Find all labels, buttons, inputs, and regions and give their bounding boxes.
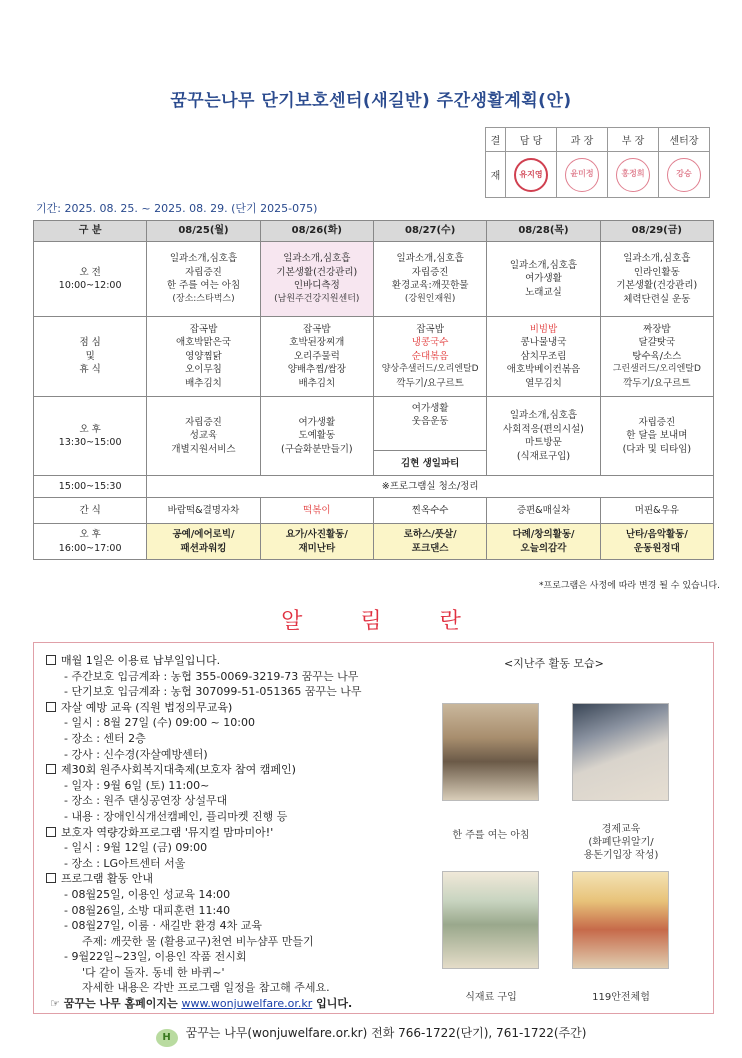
- checkbox-icon: [46, 702, 56, 712]
- cell-lunch-wed: 잡곡밥 냉콩국수 순대볶음 양상추샐러드/오리엔탈D 깍두기/요구르트: [373, 317, 486, 397]
- seal-stamp-icon: 홍정희: [616, 158, 650, 192]
- footer: [0, 1024, 742, 1047]
- row-label: 점 심 및 휴 식: [34, 317, 147, 397]
- seal-stamp-icon: 강승: [667, 158, 701, 192]
- activity-photo: [572, 703, 669, 801]
- cell-evening: 로하스/풋살/ 포크댄스: [373, 524, 486, 560]
- notice-box: [33, 642, 714, 1014]
- notice-sub: - 단기보호 입금계좌 : 농협 307099-51-051365 꿈꾸는 나무: [64, 685, 362, 699]
- cell-pm-fri: 자립증진 한 달을 보내며 (다과 및 티타임): [600, 397, 713, 476]
- checkbox-icon: [46, 764, 56, 774]
- cell-pm-tue: 여가생활 도예활동 (구슬화분만들기): [260, 397, 373, 476]
- header-cell: 08/27(수): [373, 221, 486, 242]
- change-note: *프로그램은 사정에 따라 변경 될 수 있습니다.: [538, 581, 720, 591]
- footer-text: 꿈꾸는 나무(wonjuwelfare.or.kr) 전화 766-1722(단기), 761-1722(주간): [185, 1026, 587, 1040]
- cell-evening: 난타/음악활동/ 운동원정대: [600, 524, 713, 560]
- notice-sub: - 강사 : 신수경(자살예방센터): [64, 747, 208, 761]
- table-row-snack: [34, 498, 714, 524]
- notice-item: 프로그램 활동 안내: [46, 871, 446, 887]
- approval-box: [485, 127, 710, 198]
- period-text: 기간: 2025. 08. 25. ~ 2025. 08. 29. (단기 2025-075): [36, 202, 318, 215]
- cell-snack: 바람떡&결명자차: [147, 498, 260, 524]
- logo-icon: H: [156, 1029, 178, 1047]
- row-label: 오 후 16:00~17:00: [34, 524, 147, 560]
- table-row-evening: [34, 524, 714, 560]
- row-label: 오 전 10:00~12:00: [34, 242, 147, 317]
- cell-clean: ※프로그램실 청소/정리: [147, 476, 714, 498]
- notice-sub: - 9월22일~23일, 이용인 작품 전시회: [64, 950, 247, 964]
- notice-item: 보호자 역량강화프로그램 '뮤지컬 맘마미아!': [46, 825, 446, 841]
- approval-header: 센터장: [659, 128, 710, 152]
- notice-sub: 자세한 내용은 각반 프로그램 일정을 참고해 주세요.: [82, 981, 330, 995]
- notice-sub: - 일자 : 9월 6일 (토) 11:00~: [64, 778, 210, 792]
- photo-caption: 경제교육 (화폐단위알기/ 용돈기입장 작성): [583, 824, 659, 861]
- seal-stamp-icon: 윤미정: [565, 158, 599, 192]
- cell-am-thu: 일과소개,심호흡 여가생활 노래교실: [487, 242, 600, 317]
- cell-snack: 떡볶이: [260, 498, 373, 524]
- cell-lunch-thu: 비빔밥 콩나물냉국 삼치무조림 애호박베이컨볶음 열무김치: [487, 317, 600, 397]
- notice-sub: - 일시 : 9월 12일 (금) 09:00: [64, 841, 208, 855]
- notice-sub: - 08월27일, 이룸 · 새길반 환경 4차 교육: [64, 919, 262, 933]
- activity-photo: [442, 871, 539, 969]
- header-cell: 08/25(월): [147, 221, 260, 242]
- cell-evening: 요가/사진활동/ 재미난타: [260, 524, 373, 560]
- cell-pm-mon: 자립증진 성교육 개별지원서비스: [147, 397, 260, 476]
- header-cell: 08/26(화): [260, 221, 373, 242]
- notice-sub: - 일시 : 8월 27일 (수) 09:00 ~ 10:00: [64, 716, 255, 730]
- approval-side-top: 결: [486, 128, 506, 152]
- schedule-table: [33, 220, 714, 560]
- header-cell: 구 분: [34, 221, 147, 242]
- notice-list: [46, 653, 446, 1012]
- notice-sub: - 장소 : 센터 2층: [64, 731, 146, 745]
- notice-sub: - 주간보호 입금계좌 : 농협 355-0069-3219-73 꿈꾸는 나무: [64, 669, 359, 683]
- notice-sub: - 장소 : 원주 댄싱공연장 상설무대: [64, 794, 228, 808]
- checkbox-icon: [46, 655, 56, 665]
- notice-sub: '다 같이 돌자. 동네 한 바퀴~': [82, 965, 225, 979]
- photo-caption: 식재료 구입: [465, 992, 517, 1003]
- row-label: 간 식: [34, 498, 147, 524]
- checkbox-icon: [46, 873, 56, 883]
- approval-header: 부 장: [608, 128, 659, 152]
- cell-am-wed: 일과소개,심호흡 자립증진 환경교육:깨끗한물 (강원인재원): [373, 242, 486, 317]
- table-row-lunch: [34, 317, 714, 397]
- notice-item: 제30회 원주사회복지대축제(보호자 참여 캠페인): [46, 762, 446, 778]
- notice-item: 자살 예방 교육 (직원 법정의무교육): [46, 700, 446, 716]
- notice-item: 매월 1일은 이용료 납부일입니다.: [46, 653, 446, 669]
- activity-photo: [442, 703, 539, 801]
- notice-title: 알림란: [281, 609, 519, 634]
- cell-am-fri: 일과소개,심호흡 인라인활동 기본생활(건강관리) 체력단련실 운동: [600, 242, 713, 317]
- approval-header: 과 장: [557, 128, 608, 152]
- photo-caption: 한 주를 여는 아침: [452, 830, 530, 841]
- cell-evening: 공예/에어로빅/ 패션과워킹: [147, 524, 260, 560]
- table-row-clean: [34, 476, 714, 498]
- approval-header: 담 당: [506, 128, 557, 152]
- photo-caption: 119안전체험: [592, 992, 650, 1003]
- header-cell: 08/29(금): [600, 221, 713, 242]
- cell-lunch-fri: 짜장밥 달걀탓국 탕수육/소스 그린샐러드/오리엔탈D 깍두기/요구르트: [600, 317, 713, 397]
- cell-snack: 증편&매실차: [487, 498, 600, 524]
- cell-pm-wed: 여가생활 웃음운동 김현 생일파티: [373, 397, 486, 476]
- checkbox-icon: [46, 827, 56, 837]
- cell-am-mon: 일과소개,심호흡 자립증진 한 주를 여는 아침 (장소:스타벅스): [147, 242, 260, 317]
- approval-side-bottom: 재: [486, 152, 506, 198]
- cell-evening: 다례/창의활동/ 오늘의감각: [487, 524, 600, 560]
- photos-title: <지난주 활동 모습>: [504, 657, 604, 670]
- notice-sub: - 장소 : LG아트센터 서울: [64, 856, 186, 870]
- notice-sub: - 08월26일, 소방 대피훈련 11:40: [64, 903, 231, 917]
- cell-lunch-mon: 잡곡밥 애호박맑은국 영양찜닭 오이무침 배추김치: [147, 317, 260, 397]
- header-cell: 08/28(목): [487, 221, 600, 242]
- notice-sub: - 내용 : 장애인식개선캠페인, 플리마켓 진행 등: [64, 809, 288, 823]
- cell-snack: 찐옥수수: [373, 498, 486, 524]
- page-title: 꿈꾸는나무 단기보호센터(새길반) 주간생활계획(안): [170, 91, 572, 111]
- cell-pm-thu: 일과소개,심호흡 사회적응(편의시설) 마트방문 (식재료구입): [487, 397, 600, 476]
- homepage-link[interactable]: www.wonjuwelfare.or.kr: [181, 997, 313, 1011]
- table-row-pm: [34, 397, 714, 476]
- seal-stamp-icon: 유지영: [514, 158, 548, 192]
- table-row-am: [34, 242, 714, 317]
- notice-sub: 주제: 깨끗한 물 (활용교구)천연 비누샴푸 만들기: [82, 934, 314, 948]
- row-label: 오 후 13:30~15:00: [34, 397, 147, 476]
- activity-photo: [572, 871, 669, 969]
- row-label: 15:00~15:30: [34, 476, 147, 498]
- notice-sub: - 08월25일, 이용인 성교육 14:00: [64, 887, 231, 901]
- cell-lunch-tue: 잡곡밥 호박된장찌개 오리주물럭 양배추찜/쌈장 배추김치: [260, 317, 373, 397]
- cell-am-tue: 일과소개,심호흡 기본생활(건강관리) 인바디측정 (남원주건강지원센터): [260, 242, 373, 317]
- homepage-line: ☞ 꿈꾸는 나무 홈페이지는 www.wonjuwelfare.or.kr 입니다.: [50, 997, 353, 1011]
- cell-snack: 머핀&우유: [600, 498, 713, 524]
- birthday-party-label: 김현 생일파티: [374, 450, 486, 475]
